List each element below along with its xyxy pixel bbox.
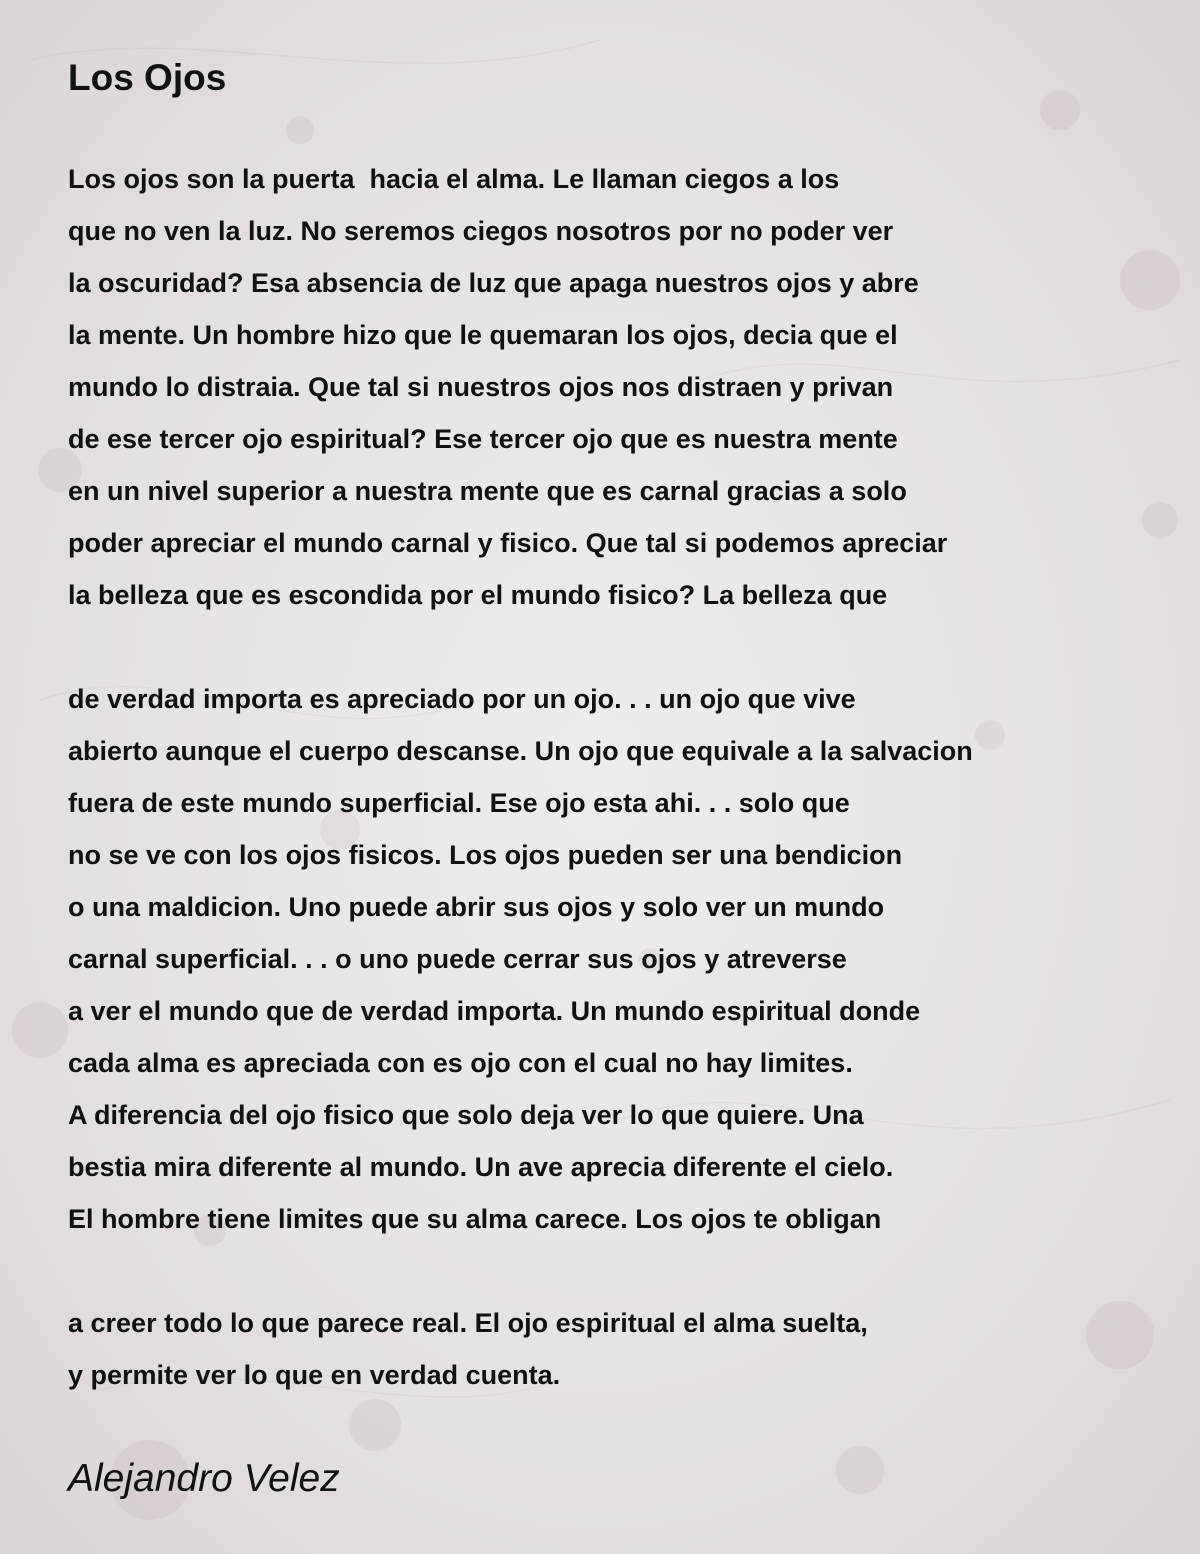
poem-line: y permite ver lo que en verdad cuenta. bbox=[68, 1360, 561, 1390]
poem-line: la mente. Un hombre hizo que le quemaran los ojos, decia que el bbox=[68, 320, 898, 350]
poem-line: cada alma es apreciada con es ojo con el cual no hay limites. bbox=[68, 1048, 853, 1078]
poem-line: o una maldicion. Uno puede abrir sus ojos y solo ver un mundo bbox=[68, 892, 885, 922]
poem-line: que no ven la luz. No seremos ciegos nosotros por no poder ver bbox=[68, 216, 894, 246]
poem-line: en un nivel superior a nuestra mente que es carnal gracias a solo bbox=[68, 476, 907, 506]
poem-line: fuera de este mundo superficial. Ese ojo esta ahi. . . solo que bbox=[68, 788, 850, 818]
poem-title: Los Ojos bbox=[68, 57, 227, 98]
poem-line: bestia mira diferente al mundo. Un ave aprecia diferente el cielo. bbox=[68, 1152, 894, 1182]
poem-line: la oscuridad? Esa absencia de luz que apaga nuestros ojos y abre bbox=[68, 268, 919, 298]
poem-line: abierto aunque el cuerpo descanse. Un ojo que equivale a la salvacion bbox=[68, 736, 973, 766]
poem-line: Los ojos son la puerta hacia el alma. Le llaman ciegos a los bbox=[68, 164, 840, 194]
poem-line: la belleza que es escondida por el mundo fisico? La belleza que bbox=[68, 580, 888, 610]
poem-line: mundo lo distraia. Que tal si nuestros ojos nos distraen y privan bbox=[68, 372, 894, 402]
poem-line: poder apreciar el mundo carnal y fisico. Que tal si podemos apreciar bbox=[68, 528, 948, 558]
poem-line: El hombre tiene limites que su alma carece. Los ojos te obligan bbox=[68, 1204, 882, 1234]
poem-line: de ese tercer ojo espiritual? Ese tercer ojo que es nuestra mente bbox=[68, 424, 898, 454]
stanza-3 bbox=[68, 1297, 868, 1401]
poem-line: A diferencia del ojo fisico que solo deja ver lo que quiere. Una bbox=[68, 1100, 864, 1130]
poem-line: a ver el mundo que de verdad importa. Un mundo espiritual donde bbox=[68, 996, 921, 1026]
poem-line: no se ve con los ojos fisicos. Los ojos pueden ser una bendicion bbox=[68, 840, 903, 870]
stanza-1 bbox=[68, 153, 947, 621]
poem-line: a creer todo lo que parece real. El ojo espiritual el alma suelta, bbox=[68, 1308, 868, 1338]
poem-author: Alejandro Velez bbox=[68, 1457, 340, 1500]
stanza-2 bbox=[68, 673, 973, 1245]
poem-line: carnal superficial. . . o uno puede cerrar sus ojos y atreverse bbox=[68, 944, 847, 974]
poem-line: de verdad importa es apreciado por un ojo. . . un ojo que vive bbox=[68, 684, 856, 714]
